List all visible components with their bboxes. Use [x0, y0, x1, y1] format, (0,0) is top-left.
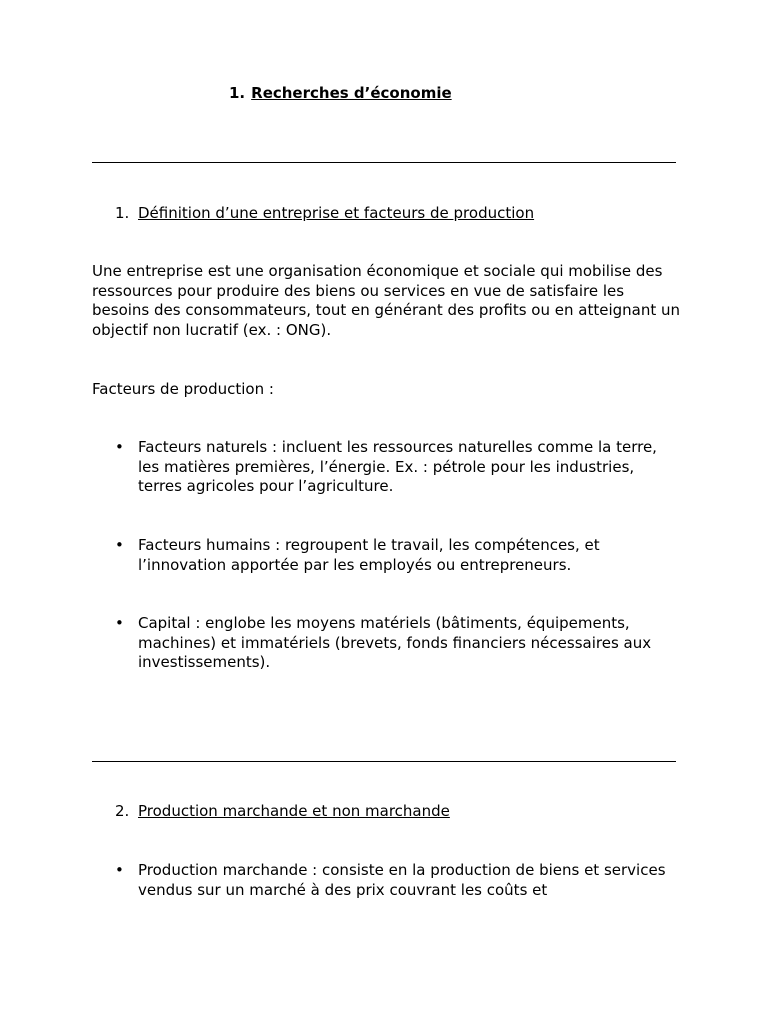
entreprise-definition-paragraph: Une entreprise est une organisation économique et sociale qui mobilise des ressources pour produire des biens ou services en vue de satisfaire les besoins des consommateurs, tout en générant des profits ou en atteignant un objectif non lucratif (ex. : ONG). [92, 262, 681, 339]
factors-label: Facteurs de production : [92, 380, 274, 398]
list-item-text: Facteurs humains : regroupent le travail, les compétences, et l’innovation apportée par les employés ou entrepreneurs. [138, 536, 600, 574]
section-2-heading [115, 802, 450, 820]
list-item-text: Facteurs naturels : incluent les ressources naturelles comme la terre, les matières premières, l’énergie. Ex. : pétrole pour les industries, terres agricoles pour l’agriculture. [138, 438, 657, 496]
bullet-marker: • [115, 861, 124, 879]
section-1-number: 1. [115, 204, 130, 222]
list-item-text: Production marchande : consiste en la production de biens et services vendus sur un marché à des prix couvrant les coûts et [138, 861, 666, 899]
list-item-facteurs-naturels [115, 438, 680, 497]
list-item-facteurs-humains [115, 536, 680, 575]
title-text: Recherches d’économie [251, 84, 452, 102]
bullet-marker: • [115, 536, 124, 554]
horizontal-rule-1 [92, 162, 676, 163]
title-number: 1. [229, 84, 246, 102]
bullet-marker: • [115, 438, 124, 456]
section-2-number: 2. [115, 802, 130, 820]
list-item-capital [115, 614, 680, 673]
document-title [229, 84, 452, 102]
section-2-heading-text: Production marchande et non marchande [138, 802, 450, 820]
list-item-text: Capital : englobe les moyens matériels (bâtiments, équipements, machines) et immatériels (brevets, fonds financiers nécessaires aux investissements). [138, 614, 652, 672]
horizontal-rule-2 [92, 761, 676, 762]
bullet-marker: • [115, 614, 124, 632]
list-item-production-marchande [115, 861, 680, 900]
section-1-heading [115, 204, 534, 222]
section-1-heading-text: Définition d’une entreprise et facteurs de production [138, 204, 535, 222]
